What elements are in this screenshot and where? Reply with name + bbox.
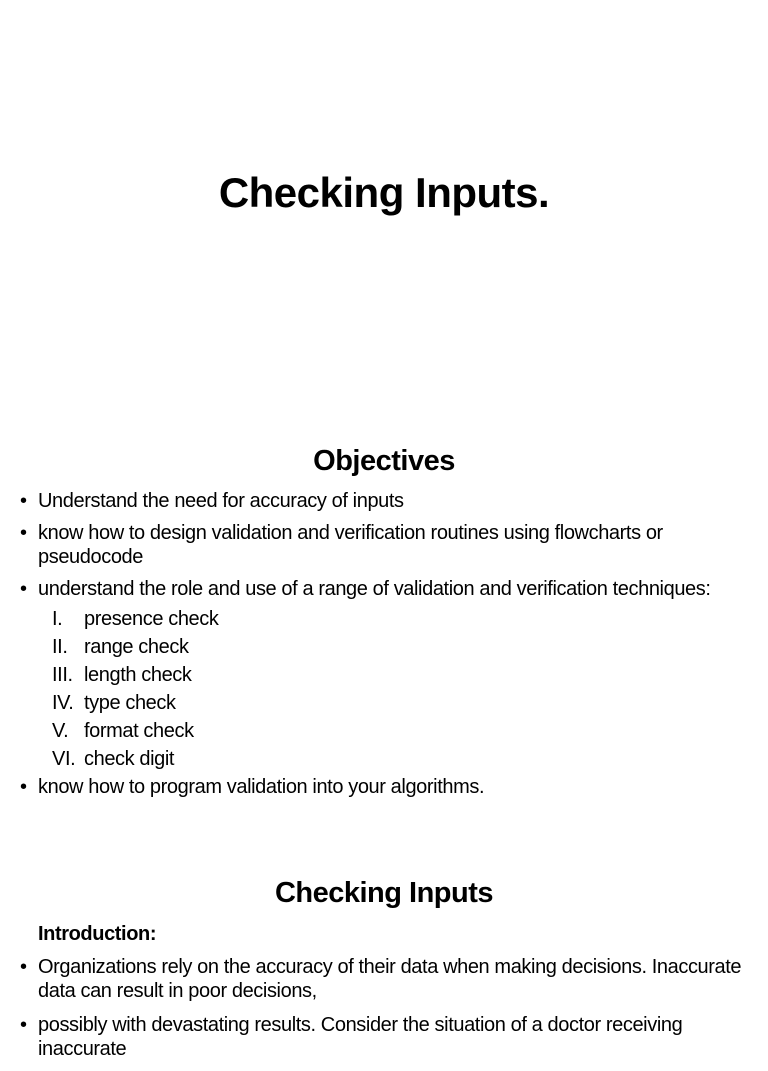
roman-numeral: V. — [52, 720, 69, 742]
technique-label: presence check — [84, 608, 219, 630]
roman-numeral: II. — [52, 636, 68, 658]
technique-label: type check — [84, 692, 176, 714]
bullet-icon: • — [20, 956, 27, 978]
technique-label: format check — [84, 720, 194, 742]
roman-numeral: VI. — [52, 748, 76, 770]
slide-title-checking-inputs-intro: Checking Inputs — [274, 877, 494, 909]
introduction-text: possibly with devastating results. Consider the situation of a doctor receiving inaccurate — [38, 1014, 683, 1060]
techniques-sublist-container — [20, 605, 752, 773]
list-item — [20, 775, 752, 799]
roman-numeral: I. — [52, 608, 63, 630]
roman-numeral: III. — [52, 664, 73, 686]
technique-item — [20, 661, 752, 689]
bullet-icon: • — [20, 578, 27, 600]
technique-label: range check — [84, 636, 189, 658]
objective-text: understand the role and use of a range of validation and verification techniques: — [38, 578, 711, 600]
technique-item — [20, 689, 752, 717]
bullet-icon: • — [20, 1014, 27, 1036]
bullet-icon: • — [20, 490, 27, 512]
bullet-icon: • — [20, 776, 27, 798]
objectives-list — [20, 489, 752, 807]
roman-numeral: IV. — [52, 692, 74, 714]
slide-title-objectives: Objectives — [313, 445, 455, 477]
technique-item — [20, 717, 752, 745]
technique-item — [20, 633, 752, 661]
list-item — [20, 577, 752, 601]
slide-title-checking-inputs: Checking Inputs. — [218, 169, 550, 216]
objective-text: know how to design validation and verification routines using flowcharts or pseudocode — [38, 522, 663, 568]
list-item — [20, 955, 752, 1003]
list-item — [20, 489, 752, 513]
techniques-list — [20, 605, 752, 773]
objective-text: know how to program validation into your algorithms. — [38, 776, 485, 798]
introduction-heading: Introduction: — [38, 923, 157, 945]
technique-label: length check — [84, 664, 192, 686]
technique-label: check digit — [84, 748, 175, 770]
list-item — [20, 521, 752, 569]
technique-item — [20, 605, 752, 633]
bullet-icon: • — [20, 522, 27, 544]
objective-text: Understand the need for accuracy of inputs — [38, 490, 404, 512]
introduction-text: Organizations rely on the accuracy of their data when making decisions. Inaccurate data can result in poor decisions, — [38, 956, 742, 1002]
list-item — [20, 1013, 752, 1061]
technique-item — [20, 745, 752, 773]
introduction-list — [20, 955, 752, 1071]
